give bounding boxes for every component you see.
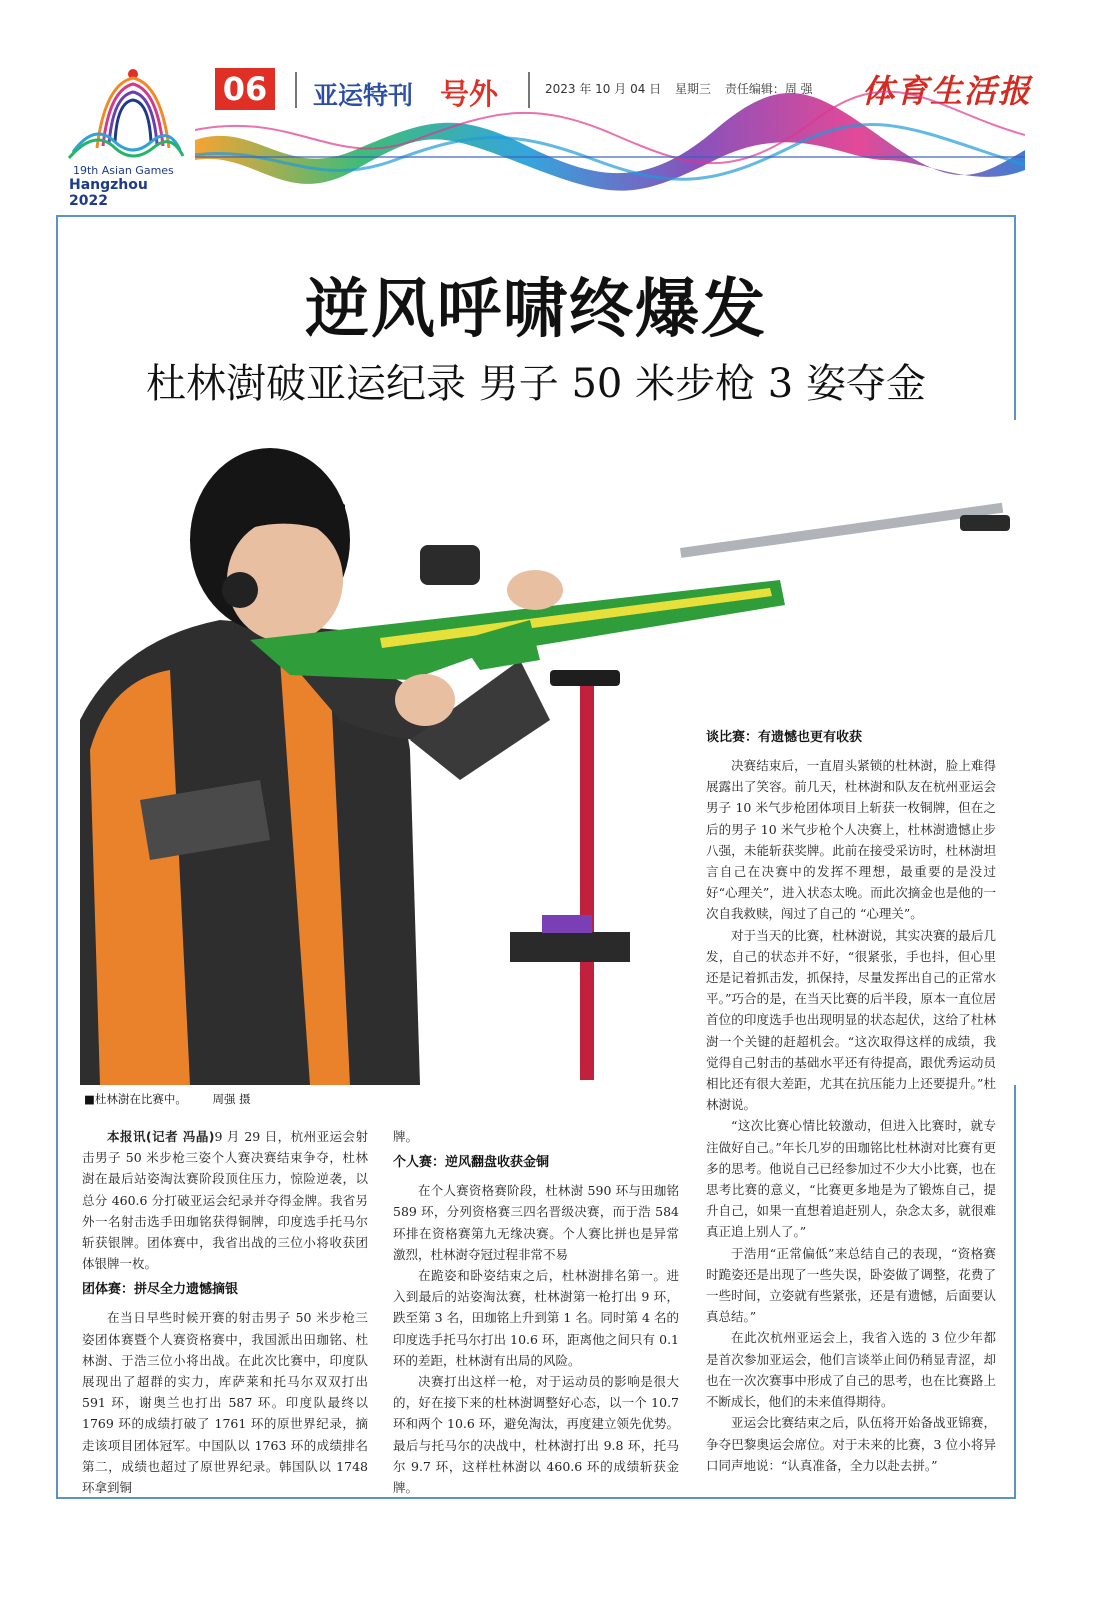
article-column-3 (706, 722, 996, 1476)
article-paragraph: 决赛结束后，一直眉头紧锁的杜林澍，脸上难得展露出了笑容。前几天，杜林澍和队友在杭州亚运会男子 10 米气步枪团体项目上斩获一枚铜牌，但在之后的男子 10 米气步枪个人决赛上，杜林澍遗憾止步八强，未能斩获奖牌。此前在接受采访时，杜林澍坦言自己在决赛中的发挥不理想，最重要的是没过好“心理关”，进入状态太晚。而此次摘金也是他的一次自我救赎，闯过了自己的 “心理关”。 (706, 758, 996, 922)
article-column-1 (82, 1126, 368, 1498)
issue-date: 2023 年 10 月 04 日 (545, 82, 662, 96)
article-paragraph (82, 1126, 368, 1274)
article-paragraph: “这次比赛心情比较激动，但进入比赛时，就专注做好自己。”年长几岁的田珈铭比杜林澍对比赛有更多的思考。他说自己已经参加过不少大小比赛，也在思考比赛的意义，“比赛更多地是为了锻炼自己，提升自己，如果一直想着追赶别人，杂念太多，就很难真正追上别人了。” (706, 1118, 996, 1240)
section-subheading: 团体赛：拼尽全力遗憾摘银 (82, 1282, 239, 1298)
photo-credit: 周强 摄 (212, 1092, 251, 1106)
newspaper-masthead: 体育生活报 (862, 72, 1033, 110)
article-paragraph: 在个人赛资格赛阶段，杜林澍 590 环与田珈铭 589 环，分列资格赛三四名晋级决赛，而于浩 584 环排在资格赛第九无缘决赛。个人赛比拼也是异常激烈，杜林澍夺冠过程非常不易 (393, 1183, 679, 1262)
byline-lead: 本报讯(记者 冯晶) (107, 1129, 215, 1144)
article-column-2 (393, 1126, 679, 1498)
article-paragraph: 亚运会比赛结束之后，队伍将开始备战亚锦赛，争夺巴黎奥运会席位。对于未来的比赛，3 位小将异口同声地说：“认真准备，全力以赴去拼。” (706, 1415, 996, 1473)
asian-games-logo (55, 62, 185, 209)
page-header (0, 0, 1100, 209)
section-subheading: 谈比赛：有遗憾也更有收获 (706, 730, 863, 745)
issue-weekday: 星期三 (674, 82, 711, 96)
responsible-editor: 责任编辑：周 强 (724, 82, 813, 96)
article-paragraph: 牌。 (393, 1129, 419, 1144)
paragraph-text: 9 月 29 日，杭州亚运会射击男子 50 米步枪三姿个人赛决赛结束争夺，杜林澍在最后站姿淘汰赛阶段顶住压力，惊险逆袭，以总分 460.6 分打破亚运会纪录并夺得金牌。我省另外一名射击选手田珈铭获得铜牌，印度选手托马尔斩获银牌。团体赛中，我省出战的三位小将收获团体银牌一枚。 (82, 1129, 369, 1272)
article-subheadline: 杜林澍破亚运纪录 男子 50 米步枪 3 姿夺金 (146, 361, 926, 407)
article-paragraph: 对于当天的比赛，杜林澍说，其实决赛的最后几发，自己的状态并不好，“很紧张，手也抖，但心里还是记着抓击发，抓保持，尽量发挥出自己的正常水平。”巧合的是，在当天比赛的后半段，原本一直位居首位的印度选手也出现明显的状态起伏，这给了杜林澍一个关键的赶超机会。“这次取得这样的成绩，我觉得自己射击的基础水平还有待提高，跟优秀运动员相比还有很大差距，尤其在抗压能力上还要提升。”杜林澍说。 (706, 927, 996, 1113)
section-subheading: 个人赛：逆风翻盘收获金铜 (393, 1155, 550, 1171)
edition-label: 号外 (440, 77, 499, 111)
article-paragraph: 决赛打出这样一枪，对于运动员的影响是很大的，好在接下来的杜林澍调整好心态，以一个 10.7 环和两个 10.6 环，避免淘汰，再度建立领先优势。最后与托马尔的决战中，杜林澍打出 9.8 环，托马尔 9.7 环，这样杜林澍以 460.6 环的成绩斩获金牌。 (393, 1374, 679, 1496)
logo-caption-line2: Hangzhou 2022 (69, 177, 148, 209)
asian-games-emblem-icon (55, 62, 185, 167)
photo-caption-text: ■杜林澍在比赛中。 (84, 1092, 187, 1106)
article-headline: 逆风呼啸终爆发 (305, 273, 767, 347)
section-title: 亚运特刊 (313, 81, 414, 110)
page-number-badge: 06 (215, 68, 275, 110)
article-paragraph: 在跪姿和卧姿结束之后，杜林澍排名第一。进入到最后的站姿淘汰赛，杜林澍第一枪打出 9 环，跌至第 3 名，田珈铭上升到第 1 名。同时第 4 名的印度选手托马尔打出 10.6 环，距离他之间只有 0.1 环的差距，杜林澍有出局的风险。 (393, 1268, 679, 1368)
article-paragraph: 在当日早些时候开赛的射击男子 50 米步枪三姿团体赛暨个人赛资格赛中，我国派出田珈铭、杜林澍、于浩三位小将出战。在此次比赛中，印度队展现出了超群的实力，库萨莱和托马尔双双打出 591 环，谢奥兰也打出 587 环。印度队最终以 1769 环的成绩打破了 1761 环的原世界纪录，摘走该项目团体冠军。中国队以 1763 环的成绩排名第二，成绩也超过了原世界纪录。韩国队以 1748 环拿到铜 (82, 1310, 368, 1496)
article-paragraph: 于浩用“正常偏低”来总结自己的表现，“资格赛时跪姿还是出现了一些失误，卧姿做了调整，花费了一些时间，立姿就有些紧张，还是有遗憾，后面要认真总结。” (706, 1245, 996, 1325)
logo-caption-line1: 19th Asian Games (73, 164, 174, 177)
article-paragraph: 在此次杭州亚运会上，我省入选的 3 位少年都是首次参加亚运会，他们言谈举止间仍稍显青涩，却也在一次次赛事中形成了自己的思考，也在比赛路上不断成长，他们的未来值得期待。 (706, 1330, 996, 1410)
rainbow-wave-banner (195, 90, 1025, 200)
photo-caption (84, 1091, 273, 1107)
